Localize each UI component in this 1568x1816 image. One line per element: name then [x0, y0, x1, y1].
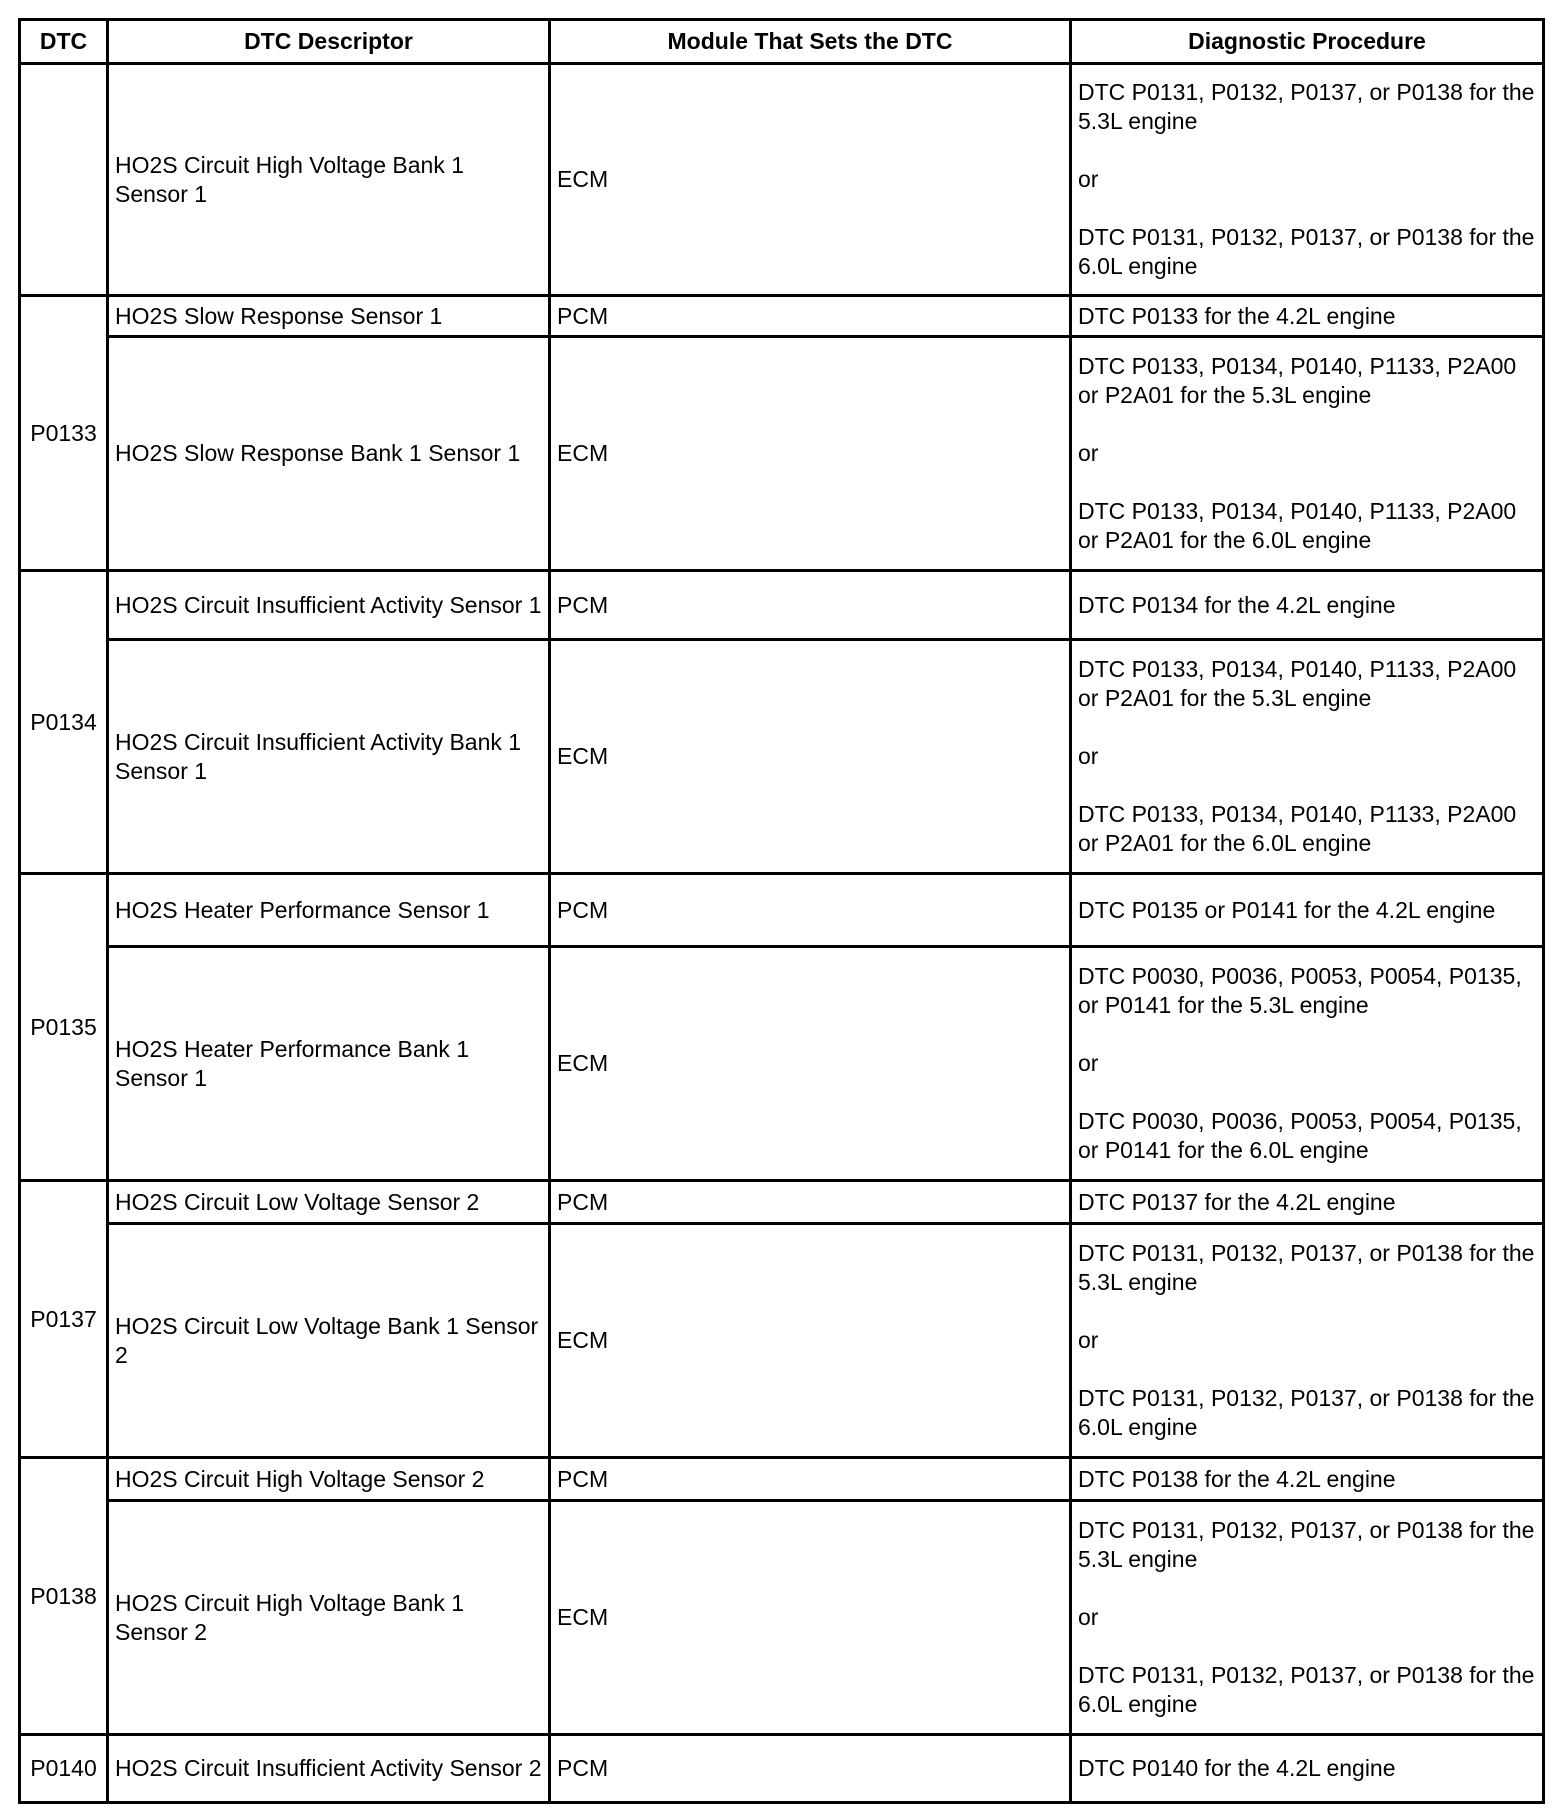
diagnostic-procedure: DTC P0140 for the 4.2L engine	[1071, 1735, 1544, 1803]
dtc-descriptor: HO2S Slow Response Bank 1 Sensor 1	[108, 337, 550, 571]
module-name: ECM	[550, 640, 1071, 874]
diagnostic-procedure: DTC P0131, P0132, P0137, or P0138 for the 5.3L engine or DTC P0131, P0132, P0137, or P0138 for the 6.0L engine	[1071, 64, 1544, 296]
dtc-descriptor: HO2S Circuit Insufficient Activity Bank 1 Sensor 1	[108, 640, 550, 874]
dtc-descriptor: HO2S Circuit Insufficient Activity Sensor 2	[108, 1735, 550, 1803]
table-row	[20, 1501, 1544, 1735]
module-name: PCM	[550, 296, 1071, 337]
module-name: PCM	[550, 1181, 1071, 1224]
table-row	[20, 1458, 1544, 1501]
header-procedure: Diagnostic Procedure	[1071, 20, 1544, 64]
diagnostic-procedure: DTC P0133, P0134, P0140, P1133, P2A00 or P2A01 for the 5.3L engine or DTC P0133, P0134, P0140, P1133, P2A00 or P2A01 for the 6.0L engine	[1071, 640, 1544, 874]
module-name: PCM	[550, 571, 1071, 640]
table-row	[20, 64, 1544, 296]
table-header	[20, 20, 1544, 64]
header-module: Module That Sets the DTC	[550, 20, 1071, 64]
diagnostic-procedure: DTC P0137 for the 4.2L engine	[1071, 1181, 1544, 1224]
dtc-descriptor: HO2S Circuit High Voltage Bank 1 Sensor 1	[108, 64, 550, 296]
table-row	[20, 337, 1544, 571]
dtc-descriptor: HO2S Heater Performance Sensor 1	[108, 874, 550, 947]
table-row	[20, 947, 1544, 1181]
table-row	[20, 1224, 1544, 1458]
table-row	[20, 1735, 1544, 1803]
dtc-descriptor: HO2S Heater Performance Bank 1 Sensor 1	[108, 947, 550, 1181]
dtc-code: P0134	[20, 571, 108, 874]
table-body	[20, 64, 1544, 1803]
dtc-descriptor: HO2S Slow Response Sensor 1	[108, 296, 550, 337]
dtc-code	[20, 64, 108, 296]
diagnostic-procedure: DTC P0131, P0132, P0137, or P0138 for the 5.3L engine or DTC P0131, P0132, P0137, or P0138 for the 6.0L engine	[1071, 1501, 1544, 1735]
dtc-descriptor: HO2S Circuit Low Voltage Sensor 2	[108, 1181, 550, 1224]
module-name: PCM	[550, 874, 1071, 947]
module-name: ECM	[550, 1224, 1071, 1458]
dtc-code: P0140	[20, 1735, 108, 1803]
module-name: ECM	[550, 947, 1071, 1181]
diagnostic-procedure: DTC P0133 for the 4.2L engine	[1071, 296, 1544, 337]
diagnostic-procedure: DTC P0133, P0134, P0140, P1133, P2A00 or P2A01 for the 5.3L engine or DTC P0133, P0134, P0140, P1133, P2A00 or P2A01 for the 6.0L engine	[1071, 337, 1544, 571]
header-dtc: DTC	[20, 20, 108, 64]
module-name: PCM	[550, 1458, 1071, 1501]
dtc-code: P0133	[20, 296, 108, 571]
module-name: ECM	[550, 337, 1071, 571]
diagnostic-procedure: DTC P0131, P0132, P0137, or P0138 for the 5.3L engine or DTC P0131, P0132, P0137, or P0138 for the 6.0L engine	[1071, 1224, 1544, 1458]
dtc-descriptor: HO2S Circuit Low Voltage Bank 1 Sensor 2	[108, 1224, 550, 1458]
diagnostic-procedure: DTC P0134 for the 4.2L engine	[1071, 571, 1544, 640]
diagnostic-procedure: DTC P0135 or P0141 for the 4.2L engine	[1071, 874, 1544, 947]
header-row	[20, 20, 1544, 64]
dtc-code: P0138	[20, 1458, 108, 1735]
diagnostic-procedure: DTC P0030, P0036, P0053, P0054, P0135, or P0141 for the 5.3L engine or DTC P0030, P0036, P0053, P0054, P0135, or P0141 for the 6.0L engine	[1071, 947, 1544, 1181]
module-name: ECM	[550, 1501, 1071, 1735]
dtc-table	[18, 18, 1545, 1804]
table-row	[20, 1181, 1544, 1224]
module-name: ECM	[550, 64, 1071, 296]
table-row	[20, 571, 1544, 640]
dtc-descriptor: HO2S Circuit Insufficient Activity Sensor 1	[108, 571, 550, 640]
module-name: PCM	[550, 1735, 1071, 1803]
dtc-code: P0137	[20, 1181, 108, 1458]
header-descriptor: DTC Descriptor	[108, 20, 550, 64]
table-row	[20, 296, 1544, 337]
table-row	[20, 640, 1544, 874]
table-row	[20, 874, 1544, 947]
dtc-code: P0135	[20, 874, 108, 1181]
dtc-descriptor: HO2S Circuit High Voltage Bank 1 Sensor 2	[108, 1501, 550, 1735]
dtc-descriptor: HO2S Circuit High Voltage Sensor 2	[108, 1458, 550, 1501]
diagnostic-procedure: DTC P0138 for the 4.2L engine	[1071, 1458, 1544, 1501]
